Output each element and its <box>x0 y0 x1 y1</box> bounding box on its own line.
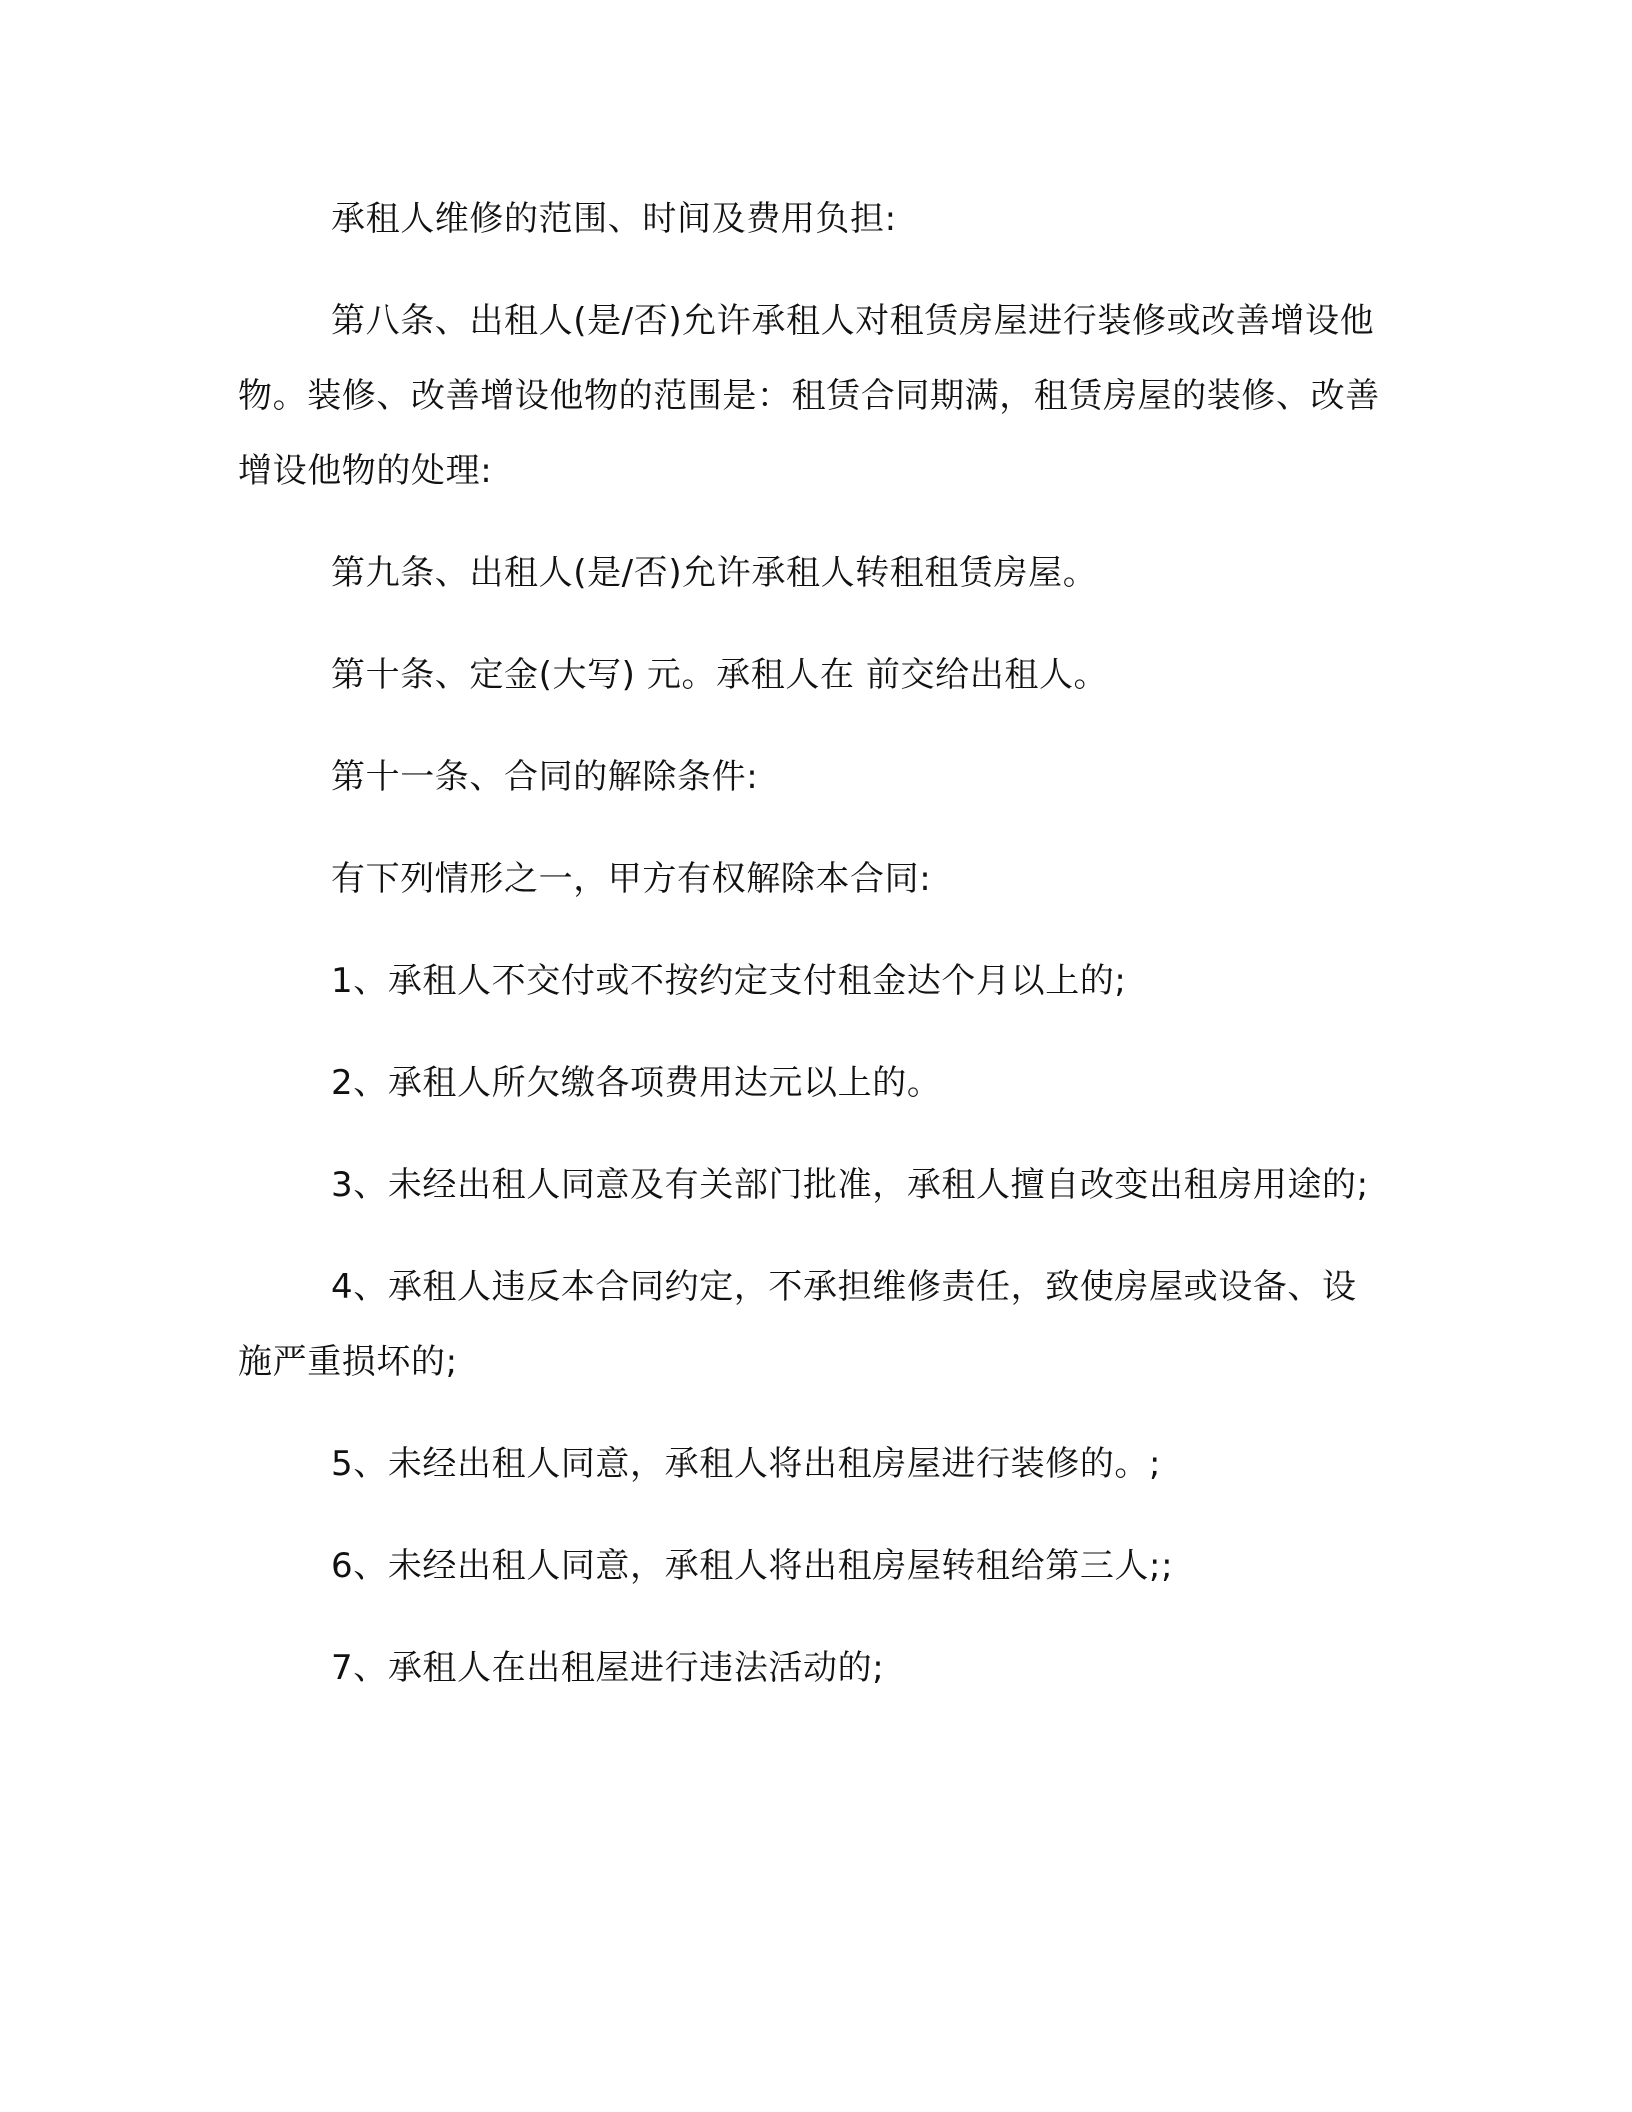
paragraph-article-9: 第九条、出租人(是/否)允许承租人转租租赁房屋。 <box>331 553 1098 593</box>
list-item-5: 5、未经出租人同意，承租人将出租房屋进行装修的。; <box>331 1444 1162 1484</box>
list-item-4: 4、承租人违反本合同约定，不承担维修责任，致使房屋或设备、设施严重损坏的; <box>238 1267 1357 1382</box>
list-item-1: 1、承租人不交付或不按约定支付租金达个月以上的; <box>331 961 1127 1001</box>
paragraph-termination-intro: 有下列情形之一，甲方有权解除本合同: <box>331 859 932 899</box>
paragraph-article-10: 第十条、定金(大写) 元。承租人在 前交给出租人。 <box>331 655 1109 695</box>
paragraph-article-8: 第八条、出租人(是/否)允许承租人对租赁房屋进行装修或改善增设他物。装修、改善增设他物的范围是：租赁合同期满，租赁房屋的装修、改善增设他物的处理: <box>238 301 1380 491</box>
paragraph-maintenance-scope: 承租人维修的范围、时间及费用负担: <box>331 199 897 239</box>
list-item-7: 7、承租人在出租屋进行违法活动的; <box>331 1648 885 1688</box>
list-item-6: 6、未经出租人同意，承租人将出租房屋转租给第三人;; <box>331 1546 1174 1586</box>
list-item-3: 3、未经出租人同意及有关部门批准，承租人擅自改变出租房用途的; <box>331 1165 1369 1205</box>
paragraph-article-11: 第十一条、合同的解除条件: <box>331 757 759 797</box>
document-body <box>238 182 1388 1733</box>
list-item-2: 2、承租人所欠缴各项费用达元以上的。 <box>331 1063 942 1103</box>
